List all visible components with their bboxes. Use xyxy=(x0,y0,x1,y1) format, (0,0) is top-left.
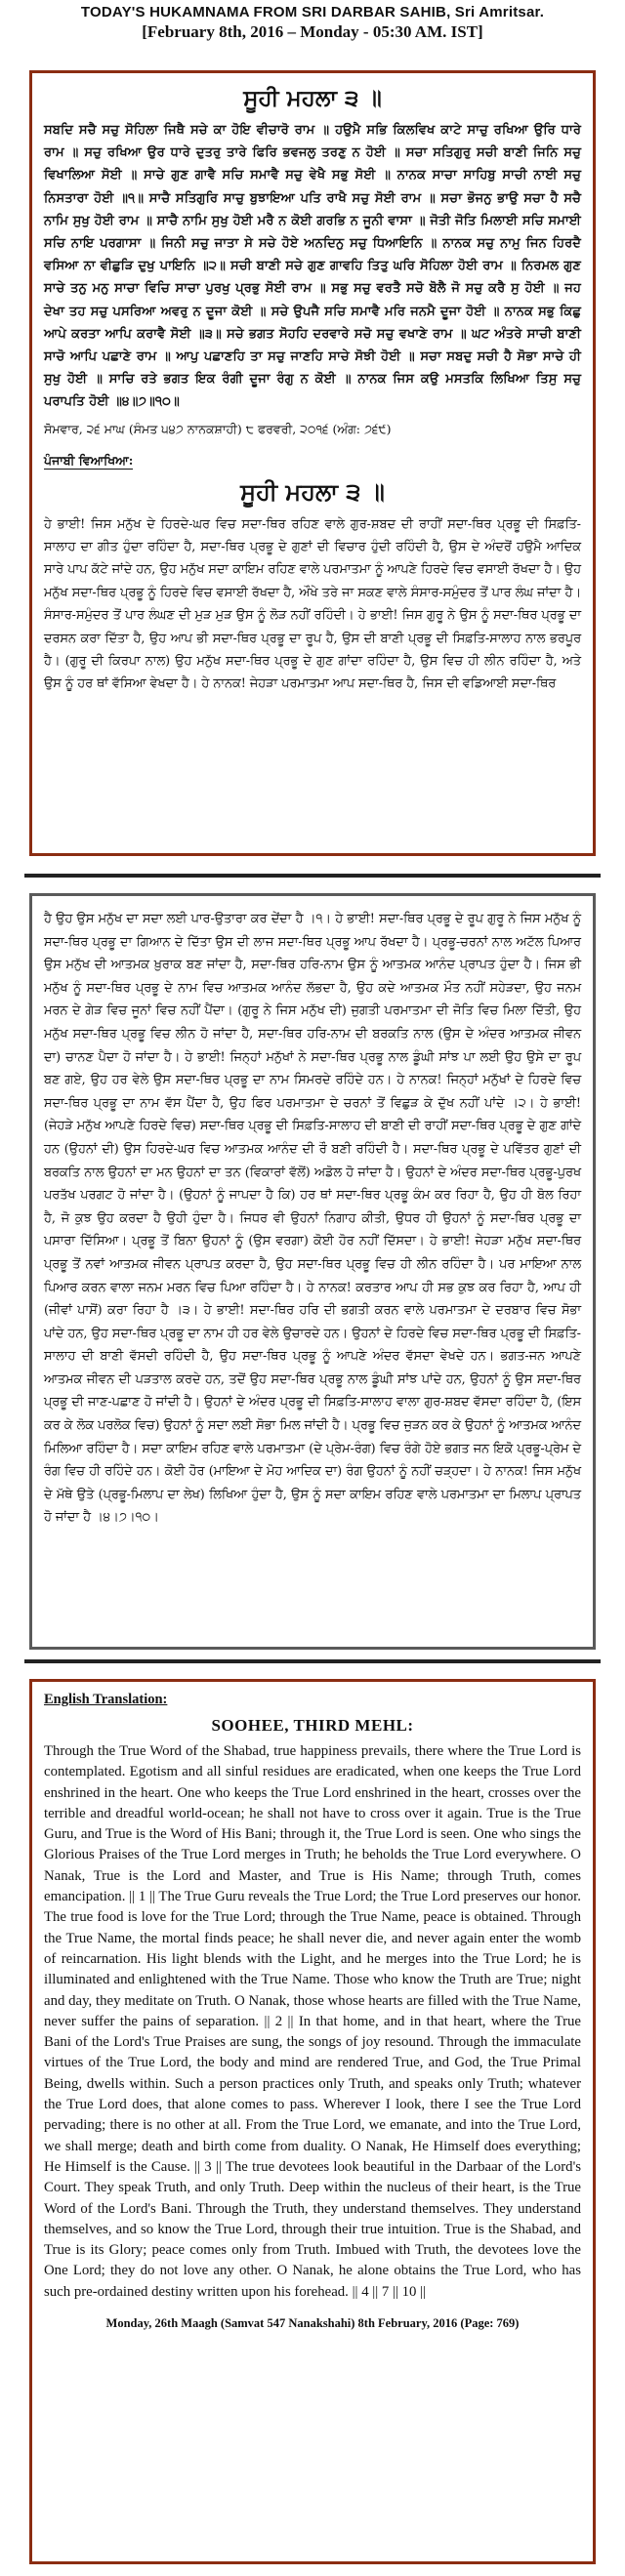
english-translation-text: Through the True Word of the Shabad, true happiness prevails, there where the True Lord is contemplated. Egotism and all sinful residues are eradicated, when one keeps the True Lord enshrined in the heart. One who keeps the True Lord enshrined in the heart, crosses over the terrible and dreadful world-ocean; he shall not have to cross over it again. True is the True Guru, and True is the Word of His Bani; through it, the True Lord is seen. One who sings the Glorious Praises of the True Lord merges in Truth; he beholds the True Lord everywhere. O Nanak, True is the Lord and Master, and True is His Name; through Truth, comes emancipation. || 1 || The True Guru reveals the True Lord; the True Lord preserves our honor. The true food is love for the True Lord; through the True Name, peace is obtained. Through the True Name, the mortal finds peace; he shall never die, and never again enter the womb of reincarnation. His light blends with the Light, and he merges into the True Lord; he is illuminated and enlightened with the True Name. Those who know the Truth are True; night and day, they meditate on Truth. O Nanak, those whose hearts are filled with the True Name, never suffer the pains of separation. || 2 || In that home, and in that heart, where the True Bani of the Lord's True Praises are sung, the songs of joy resound. Through the immaculate virtues of the True Lord, the body and mind are rendered True, and God, the True Primal Being, dwells within. Such a person practices only Truth, and speaks only Truth; whatever the True Lord does, that alone comes to pass. Wherever I look, there I see the True Lord pervading; there is no other at all. From the True Lord, we emanate, and into the True Lord, we shall merge; death and birth come from duality. O Nanak, He Himself does everything; He Himself is the Cause. || 3 || The true devotees look beautiful in the Darbaar of the Lord's Court. They speak Truth, and only Truth. Deep within the nucleus of their heart, is the True Word of the Lord's Bani. Through the Truth, they understand themselves. They understand themselves, and so know the True Lord, through their true intuition. True is the Shabad, and True is its Glory; peace comes only from Truth. Imbued with Truth, the devotees love the One Lord; they do not love any other. O Nanak, he alone obtains the True Lord, who has such pre-ordained destiny written upon his forehead. || 4 || 7 || 10 || xyxy=(44,1743,581,2300)
gurbani-panel xyxy=(29,70,596,856)
punjabi-explanation-part2: ਹੈ ਉਹ ਉਸ ਮਨੁੱਖ ਦਾ ਸਦਾ ਲਈ ਪਾਰ-ਉਤਾਰਾ ਕਰ ਦੇਂਦਾ ਹੈ ।੧। ਹੇ ਭਾਈ! ਸਦਾ-ਥਿਰ ਪ੍ਰਭੂ ਦੇ ਰੂਪ ਗੁਰੂ ਨੇ ਜਿਸ ਮਨੁੱਖ ਨੂੰ ਸਦਾ-ਥਿਰ ਪ੍ਰਭੂ ਦਾ ਗਿਆਨ ਦੇ ਦਿੱਤਾ ਉਸ ਦੀ ਲਾਜ ਸਦਾ-ਥਿਰ ਪ੍ਰਭੂ ਆਪ ਰੱਖਦਾ ਹੈ। ਪ੍ਰਭੂ-ਚਰਨਾਂ ਨਾਲ ਅਟੱਲ ਪਿਆਰ ਉਸ ਮਨੁੱਖ ਦੀ ਆਤਮਕ ਖ਼ੁਰਾਕ ਬਣ ਜਾਂਦਾ ਹੈ, ਸਦਾ-ਥਿਰ ਹਰਿ-ਨਾਮ ਉਸ ਨੂੰ ਆਤਮਕ ਆਨੰਦ ਪ੍ਰਾਪਤ ਹੁੰਦਾ ਹੈ। ਜਿਸ ਭੀ ਮਨੁੱਖ ਨੂੰ ਸਦਾ-ਥਿਰ ਪ੍ਰਭੂ ਦੇ ਨਾਮ ਵਿਚ ਆਤਮਕ ਆਨੰਦ ਲੱਭਦਾ ਹੈ, ਉਹ ਕਦੇ ਆਤਮਕ ਮੌਤ ਨਹੀਂ ਸਹੇੜਦਾ, ਉਹ ਜਨਮ ਮਰਨ ਦੇ ਗੇੜ ਵਿਚ ਜੂਨਾਂ ਵਿਚ ਨਹੀਂ ਪੈਂਦਾ। (ਗੁਰੂ ਨੇ ਜਿਸ ਮਨੁੱਖ ਦੀ) ਜੁਗਤੀ ਪਰਮਾਤਮਾ ਦੀ ਜੋਤਿ ਵਿਚ ਮਿਲਾ ਦਿੱਤੀ, ਉਹ ਮਨੁੱਖ ਸਦਾ-ਥਿਰ ਪ੍ਰਭੂ ਵਿਚ ਲੀਨ ਹੋ ਜਾਂਦਾ ਹੈ, ਸਦਾ-ਥਿਰ ਹਰਿ-ਨਾਮ ਦੀ ਬਰਕਤਿ ਨਾਲ (ਉਸ ਦੇ ਅੰਦਰ ਆਤਮਕ ਜੀਵਨ ਦਾ) ਚਾਨਣ ਪੈਦਾ ਹੋ ਜਾਂਦਾ ਹੈ। ਹੇ ਭਾਈ! ਜਿਨ੍ਹਾਂ ਮਨੁੱਖਾਂ ਨੇ ਸਦਾ-ਥਿਰ ਪ੍ਰਭੂ ਨਾਲ ਡੂੰਘੀ ਸਾਂਝ ਪਾ ਲਈ ਉਹ ਉਸੇ ਦਾ ਰੂਪ ਬਣ ਗਏ, ਉਹ ਹਰ ਵੇਲੇ ਉਸ ਸਦਾ-ਥਿਰ ਪ੍ਰਭੂ ਦਾ ਨਾਮ ਸਿਮਰਦੇ ਰਹਿੰਦੇ ਹਨ। ਹੇ ਨਾਨਕ! ਜਿਨ੍ਹਾਂ ਮਨੁੱਖਾਂ ਦੇ ਹਿਰਦੇ ਵਿਚ ਸਦਾ-ਥਿਰ ਪ੍ਰਭੂ ਦਾ ਨਾਮ ਵੱਸ ਪੈਂਦਾ ਹੈ, ਉਹ ਫਿਰ ਪਰਮਾਤਮਾ ਦੇ ਚਰਨਾਂ ਤੋਂ ਵਿਛੁੜ ਕੇ ਦੁੱਖ ਨਹੀਂ ਪਾਂਦੇ ।੨। ਹੇ ਭਾਈ! (ਜੇਹੜੇ ਮਨੁੱਖ ਆਪਣੇ ਹਿਰਦੇ ਵਿਚ) ਸਦਾ-ਥਿਰ ਪ੍ਰਭੂ ਦੀ ਸਿਫ਼ਤਿ-ਸਾਲਾਹ ਦੀ ਬਾਣੀ ਦੀ ਰਾਹੀਂ ਸਦਾ-ਥਿਰ ਪ੍ਰਭੂ ਦੇ ਗੁਣ ਗਾਂਦੇ ਹਨ (ਉਹਨਾਂ ਦੀ) ਉਸ ਹਿਰਦੇ-ਘਰ ਵਿਚ ਆਤਮਕ ਆਨੰਦ ਦੀ ਰੌ ਬਣੀ ਰਹਿੰਦੀ ਹੈ। ਸਦਾ-ਥਿਰ ਪ੍ਰਭੂ ਦੇ ਪਵਿੱਤਰ ਗੁਣਾਂ ਦੀ ਬਰਕਤਿ ਨਾਲ ਉਹਨਾਂ ਦਾ ਮਨ ਉਹਨਾਂ ਦਾ ਤਨ (ਵਿਕਾਰਾਂ ਵੱਲੋਂ) ਅਡੋਲ ਹੋ ਜਾਂਦਾ ਹੈ। ਉਹਨਾਂ ਦੇ ਅੰਦਰ ਸਦਾ-ਥਿਰ ਪ੍ਰਭੂ-ਪੁਰਖ ਪਰਤੱਖ ਪਰਗਟ ਹੋ ਜਾਂਦਾ ਹੈ। (ਉਹਨਾਂ ਨੂੰ ਜਾਪਦਾ ਹੈ ਕਿ) ਹਰ ਥਾਂ ਸਦਾ-ਥਿਰ ਪ੍ਰਭੂ ਕੰਮ ਕਰ ਰਿਹਾ ਹੈ, ਉਹ ਹੀ ਬੋਲ ਰਿਹਾ ਹੈ, ਜੋ ਕੁਝ ਉਹ ਕਰਦਾ ਹੈ ਉਹੀ ਹੁੰਦਾ ਹੈ। ਜਿਧਰ ਵੀ ਉਹਨਾਂ ਨਿਗਾਹ ਕੀਤੀ, ਉਧਰ ਹੀ ਉਹਨਾਂ ਨੂੰ ਸਦਾ-ਥਿਰ ਪ੍ਰਭੂ ਦਾ ਪਸਾਰਾ ਦਿੱਸਿਆ। ਪ੍ਰਭੂ ਤੋਂ ਬਿਨਾ ਉਹਨਾਂ ਨੂੰ (ਉਸ ਵਰਗਾ) ਕੋਈ ਹੋਰ ਨਹੀਂ ਦਿੱਸਦਾ। ਹੇ ਭਾਈ! ਜੇਹੜਾ ਮਨੁੱਖ ਸਦਾ-ਥਿਰ ਪ੍ਰਭੂ ਤੋਂ ਨਵਾਂ ਆਤਮਕ ਜੀਵਨ ਪ੍ਰਾਪਤ ਕਰਦਾ ਹੈ, ਉਹ ਸਦਾ-ਥਿਰ ਪ੍ਰਭੂ ਵਿਚ ਹੀ ਲੀਨ ਰਹਿੰਦਾ ਹੈ। ਪਰ ਮਾਇਆ ਨਾਲ ਪਿਆਰ ਕਰਨ ਵਾਲਾ ਜਨਮ ਮਰਨ ਵਿਚ ਪਿਆ ਰਹਿੰਦਾ ਹੈ। ਹੇ ਨਾਨਕ! ਕਰਤਾਰ ਆਪ ਹੀ ਸਭ ਕੁਝ ਕਰ ਰਿਹਾ ਹੈ, ਆਪ ਹੀ (ਜੀਵਾਂ ਪਾਸੋਂ) ਕਰਾ ਰਿਹਾ ਹੈ ।੩। ਹੇ ਭਾਈ! ਸਦਾ-ਥਿਰ ਹਰਿ ਦੀ ਭਗਤੀ ਕਰਨ ਵਾਲੇ ਪਰਮਾਤਮਾ ਦੇ ਦਰਬਾਰ ਵਿਚ ਸੋਭਾ ਪਾਂਦੇ ਹਨ, ਉਹ ਸਦਾ-ਥਿਰ ਪ੍ਰਭੂ ਦਾ ਨਾਮ ਹੀ ਹਰ ਵੇਲੇ ਉਚਾਰਦੇ ਹਨ। ਉਹਨਾਂ ਦੇ ਹਿਰਦੇ ਵਿਚ ਸਦਾ-ਥਿਰ ਪ੍ਰਭੂ ਦੀ ਸਿਫ਼ਤਿ-ਸਾਲਾਹ ਦੀ ਬਾਣੀ ਵੱਸਦੀ ਰਹਿੰਦੀ ਹੈ, ਉਹ ਸਦਾ-ਥਿਰ ਪ੍ਰਭੂ ਨੂੰ ਆਪਣੇ ਅੰਦਰ ਵੱਸਦਾ ਵੇਖਦੇ ਹਨ। ਭਗਤ-ਜਨ ਆਪਣੇ ਆਤਮਕ ਜੀਵਨ ਦੀ ਪੜਤਾਲ ਕਰਦੇ ਹਨ, ਤਦੋਂ ਉਹ ਸਦਾ-ਥਿਰ ਪ੍ਰਭੂ ਨਾਲ ਡੂੰਘੀ ਸਾਂਝ ਪਾਂਦੇ ਹਨ, ਉਹਨਾਂ ਨੂੰ ਉਸ ਸਦਾ-ਥਿਰ ਪ੍ਰਭੂ ਦੀ ਜਾਣ-ਪਛਾਣ ਹੋ ਜਾਂਦੀ ਹੈ। ਉਹਨਾਂ ਦੇ ਅੰਦਰ ਪ੍ਰਭੂ ਦੀ ਸਿਫ਼ਤਿ-ਸਾਲਾਹ ਵਾਲਾ ਗੁਰ-ਸ਼ਬਦ ਵੱਸਦਾ ਰਹਿੰਦਾ ਹੈ, (ਇਸ ਕਰ ਕੇ ਲੋਕ ਪਰਲੋਕ ਵਿਚ) ਉਹਨਾਂ ਨੂੰ ਸਦਾ ਲਈ ਸੋਭਾ ਮਿਲ ਜਾਂਦੀ ਹੈ। ਪ੍ਰਭੂ ਵਿਚ ਜੁੜਨ ਕਰ ਕੇ ਉਹਨਾਂ ਨੂੰ ਆਤਮਕ ਆਨੰਦ ਮਿਲਿਆ ਰਹਿੰਦਾ ਹੈ। ਸਦਾ ਕਾਇਮ ਰਹਿਣ ਵਾਲੇ ਪਰਮਾਤਮਾ (ਦੇ ਪ੍ਰੇਮ-ਰੰਗ) ਵਿਚ ਰੰਗੇ ਹੋਏ ਭਗਤ ਜਨ ਇਕੋ ਪ੍ਰਭੂ-ਪ੍ਰੇਮ ਦੇ ਰੰਗ ਵਿਚ ਹੀ ਰਹਿੰਦੇ ਹਨ। ਕੋਈ ਹੋਰ (ਮਾਇਆ ਦੇ ਮੋਹ ਆਦਿਕ ਦਾ) ਰੰਗ ਉਹਨਾਂ ਨੂੰ ਨਹੀਂ ਚੜ੍ਹਦਾ। ਹੇ ਨਾਨਕ! ਜਿਸ ਮਨੁੱਖ ਦੇ ਮੱਥੇ ਉਤੇ (ਪ੍ਰਭੂ-ਮਿਲਾਪ ਦਾ ਲੇਖ) ਲਿਖਿਆ ਹੁੰਦਾ ਹੈ, ਉਸ ਨੂੰ ਸਦਾ ਕਾਇਮ ਰਹਿਣ ਵਾਲੇ ਪਰਮਾਤਮਾ ਦਾ ਮਿਲਾਪ ਪ੍ਰਾਪਤ ਹੋ ਜਾਂਦਾ ਹੈ ।੪।੭।੧੦। xyxy=(44,912,581,1526)
english-translation-panel xyxy=(29,1679,596,2564)
punjabi-explanation-part1: ਹੇ ਭਾਈ! ਜਿਸ ਮਨੁੱਖ ਦੇ ਹਿਰਦੇ-ਘਰ ਵਿਚ ਸਦਾ-ਥਿਰ ਰਹਿਣ ਵਾਲੇ ਗੁਰ-ਸ਼ਬਦ ਦੀ ਰਾਹੀਂ ਸਦਾ-ਥਿਰ ਪ੍ਰਭੂ ਦੀ ਸਿਫ਼ਤਿ-ਸਾਲਾਹ ਦਾ ਗੀਤ ਹੁੰਦਾ ਰਹਿੰਦਾ ਹੈ, ਸਦਾ-ਥਿਰ ਪ੍ਰਭੂ ਦੇ ਗੁਣਾਂ ਦੀ ਵਿਚਾਰ ਹੁੰਦੀ ਰਹਿੰਦੀ ਹੈ, ਉਸ ਦੇ ਅੰਦਰੋਂ ਹਉਮੈ ਆਦਿਕ ਸਾਰੇ ਪਾਪ ਕੱਟੇ ਜਾਂਦੇ ਹਨ, ਉਹ ਮਨੁੱਖ ਸਦਾ ਕਾਇਮ ਰਹਿਣ ਵਾਲੇ ਪਰਮਾਤਮਾ ਨੂੰ ਆਪਣੇ ਹਿਰਦੇ ਵਿਚ ਵਸਾਈ ਰੱਖਦਾ ਹੈ। ਉਹ ਮਨੁੱਖ ਸਦਾ-ਥਿਰ ਪ੍ਰਭੂ ਨੂੰ ਹਿਰਦੇ ਵਿਚ ਵਸਾਈ ਰੱਖਦਾ ਹੈ, ਔਖੇ ਤਰੇ ਜਾ ਸਕਣ ਵਾਲੇ ਸੰਸਾਰ-ਸਮੁੰਦਰ ਤੋਂ ਪਾਰ ਲੰਘ ਜਾਂਦਾ ਹੈ। ਸੰਸਾਰ-ਸਮੁੰਦਰ ਤੋਂ ਪਾਰ ਲੰਘਣ ਦੀ ਮੁੜ ਮੁੜ ਉਸ ਨੂੰ ਲੋੜ ਨਹੀਂ ਰਹਿੰਦੀ। ਹੇ ਭਾਈ! ਜਿਸ ਗੁਰੂ ਨੇ ਉਸ ਨੂੰ ਸਦਾ-ਥਿਰ ਪ੍ਰਭੂ ਦਾ ਦਰਸਨ ਕਰਾ ਦਿੱਤਾ ਹੈ, ਉਹ ਆਪ ਭੀ ਸਦਾ-ਥਿਰ ਪ੍ਰਭੂ ਦਾ ਰੂਪ ਹੈ, ਉਸ ਦੀ ਬਾਣੀ ਪ੍ਰਭੂ ਦੀ ਸਿਫ਼ਤਿ-ਸਾਲਾਹ ਨਾਲ ਭਰਪੂਰ ਹੈ। (ਗੁਰੂ ਦੀ ਕਿਰਪਾ ਨਾਲ) ਉਹ ਮਨੁੱਖ ਸਦਾ-ਥਿਰ ਪ੍ਰਭੂ ਦੇ ਗੁਣ ਗਾਂਦਾ ਰਹਿੰਦਾ ਹੈ, ਉਸ ਵਿਚ ਹੀ ਲੀਨ ਰਹਿੰਦਾ ਹੈ, ਅਤੇ ਉਸ ਨੂੰ ਹਰ ਥਾਂ ਵੱਸਿਆ ਵੇਖਦਾ ਹੈ। ਹੇ ਨਾਨਕ! ਜੇਹੜਾ ਪਰਮਾਤਮਾ ਆਪ ਸਦਾ-ਥਿਰ ਹੈ, ਜਿਸ ਦੀ ਵਡਿਆਈ ਸਦਾ-ਥਿਰ xyxy=(44,516,581,692)
punjabi-explanation-label: ਪੰਜਾਬੀ ਵਿਆਖਿਆ: xyxy=(44,452,134,468)
english-title: SOOHEE, THIRD MEHL: xyxy=(211,1716,414,1735)
english-translation-label: English Translation: xyxy=(44,1692,168,1707)
punjabi-continued-panel xyxy=(29,893,596,1650)
section-divider xyxy=(24,874,601,878)
page-header xyxy=(0,0,625,70)
punjabi-date-line: ਸੋਮਵਾਰ, ੨੬ ਮਾਘ (ਸੰਮਤ ੫੪੭ ਨਾਨਕਸ਼ਾਹੀ) ੮ ਫਰਵਰੀ, ੨੦੧੬ (ਅੰਗ: ੭੬੯) xyxy=(44,421,392,436)
section-divider xyxy=(24,1659,601,1663)
gurbani-title: ਸੂਹੀ ਮਹਲਾ ੩ ॥ xyxy=(243,85,382,111)
gurbani-text: ਸਬਦਿ ਸਚੈ ਸਚੁ ਸੋਹਿਲਾ ਜਿਥੈ ਸਚੇ ਕਾ ਹੋਇ ਵੀਚਾਰੋ ਰਾਮ ॥ ਹਉਮੈ ਸਭਿ ਕਿਲਵਿਖ ਕਾਟੇ ਸਾਚੁ ਰਖਿਆ ਉਰਿ ਧਾਰੇ ਰਾਮ ॥ ਸਚੁ ਰਖਿਆ ਉਰ ਧਾਰੇ ਦੁਤਰੁ ਤਾਰੇ ਫਿਰਿ ਭਵਜਲੁ ਤਰਣੁ ਨ ਹੋਈ ॥ ਸਚਾ ਸਤਿਗੁਰੁ ਸਚੀ ਬਾਣੀ ਜਿਨਿ ਸਚੁ ਵਿਖਾਲਿਆ ਸੋਈ ॥ ਸਾਚੇ ਗੁਣ ਗਾਵੈ ਸਚਿ ਸਮਾਵੈ ਸਚੁ ਵੇਖੈ ਸਭੁ ਸੋਈ ॥ ਨਾਨਕ ਸਾਚਾ ਸਾਹਿਬੁ ਸਾਚੀ ਨਾਈ ਸਚੁ ਨਿਸਤਾਰਾ ਹੋਈ ॥੧॥ ਸਾਚੈ ਸਤਿਗੁਰਿ ਸਾਚੁ ਬੁਝਾਇਆ ਪਤਿ ਰਾਖੈ ਸਚੁ ਸੋਈ ਰਾਮ ॥ ਸਚਾ ਭੋਜਨੁ ਭਾਉ ਸਚਾ ਹੈ ਸਚੈ ਨਾਮਿ ਸੁਖੁ ਹੋਈ ਰਾਮ ॥ ਸਾਚੈ ਨਾਮਿ ਸੁਖੁ ਹੋਈ ਮਰੈ ਨ ਕੋਈ ਗਰਭਿ ਨ ਜੂਨੀ ਵਾਸਾ ॥ ਜੋਤੀ ਜੋਤਿ ਮਿਲਾਈ ਸਚਿ ਸਮਾਈ ਸਚਿ ਨਾਇ ਪਰਗਾਸਾ ॥ ਜਿਨੀ ਸਚੁ ਜਾਤਾ ਸੇ ਸਚੇ ਹੋਏ ਅਨਦਿਨੁ ਸਚੁ ਧਿਆਇਨਿ ॥ ਨਾਨਕ ਸਚੁ ਨਾਮੁ ਜਿਨ ਹਿਰਦੈ ਵਸਿਆ ਨਾ ਵੀਛੁੜਿ ਦੁਖੁ ਪਾਇਨਿ ॥੨॥ ਸਚੀ ਬਾਣੀ ਸਚੇ ਗੁਣ ਗਾਵਹਿ ਤਿਤੁ ਘਰਿ ਸੋਹਿਲਾ ਹੋਈ ਰਾਮ ॥ ਨਿਰਮਲ ਗੁਣ ਸਾਚੇ ਤਨੁ ਮਨੁ ਸਾਚਾ ਵਿਚਿ ਸਾਚਾ ਪੁਰਖੁ ਪ੍ਰਭੁ ਸੋਈ ਰਾਮ ॥ ਸਭੁ ਸਚੁ ਵਰਤੈ ਸਚੋ ਬੋਲੈ ਜੋ ਸਚੁ ਕਰੈ ਸੁ ਹੋਈ ॥ ਜਹ ਦੇਖਾ ਤਹ ਸਚੁ ਪਸਰਿਆ ਅਵਰੁ ਨ ਦੂਜਾ ਕੋਈ ॥ ਸਚੇ ਉਪਜੈ ਸਚਿ ਸਮਾਵੈ ਮਰਿ ਜਨਮੈ ਦੂਜਾ ਹੋਈ ॥ ਨਾਨਕ ਸਭੁ ਕਿਛੁ ਆਪੇ ਕਰਤਾ ਆਪਿ ਕਰਾਵੈ ਸੋਈ ॥੩॥ ਸਚੇ ਭਗਤ ਸੋਹਹਿ ਦਰਵਾਰੇ ਸਚੋ ਸਚੁ ਵਖਾਣੇ ਰਾਮ ॥ ਘਟ ਅੰਤਰੇ ਸਾਚੀ ਬਾਣੀ ਸਾਚੋ ਆਪਿ ਪਛਾਣੇ ਰਾਮ ॥ ਆਪੁ ਪਛਾਣਹਿ ਤਾ ਸਚੁ ਜਾਣਹਿ ਸਾਚੇ ਸੋਝੀ ਹੋਈ ॥ ਸਚਾ ਸਬਦੁ ਸਚੀ ਹੈ ਸੋਭਾ ਸਾਚੇ ਹੀ ਸੁਖੁ ਹੋਈ ॥ ਸਾਚਿ ਰਤੇ ਭਗਤ ਇਕ ਰੰਗੀ ਦੂਜਾ ਰੰਗੁ ਨ ਕੋਈ ॥ ਨਾਨਕ ਜਿਸ ਕਉ ਮਸਤਕਿ ਲਿਖਿਆ ਤਿਸੁ ਸਚੁ ਪਰਾਪਤਿ ਹੋਈ ॥੪॥੭॥੧੦॥ xyxy=(44,123,581,410)
page-date: [February 8th, 2016 – Monday - 05:30 AM. IST] xyxy=(142,22,483,41)
punjabi-title: ਸੂਹੀ ਮਹਲਾ ੩ ॥ xyxy=(240,476,385,506)
english-date-footer: Monday, 26th Maagh (Samvat 547 Nanakshahi) 8th February, 2016 (Page: 769) xyxy=(105,2316,520,2331)
page-title: TODAY'S HUKAMNAMA FROM SRI DARBAR SAHIB, Sri Amritsar. xyxy=(80,4,545,20)
